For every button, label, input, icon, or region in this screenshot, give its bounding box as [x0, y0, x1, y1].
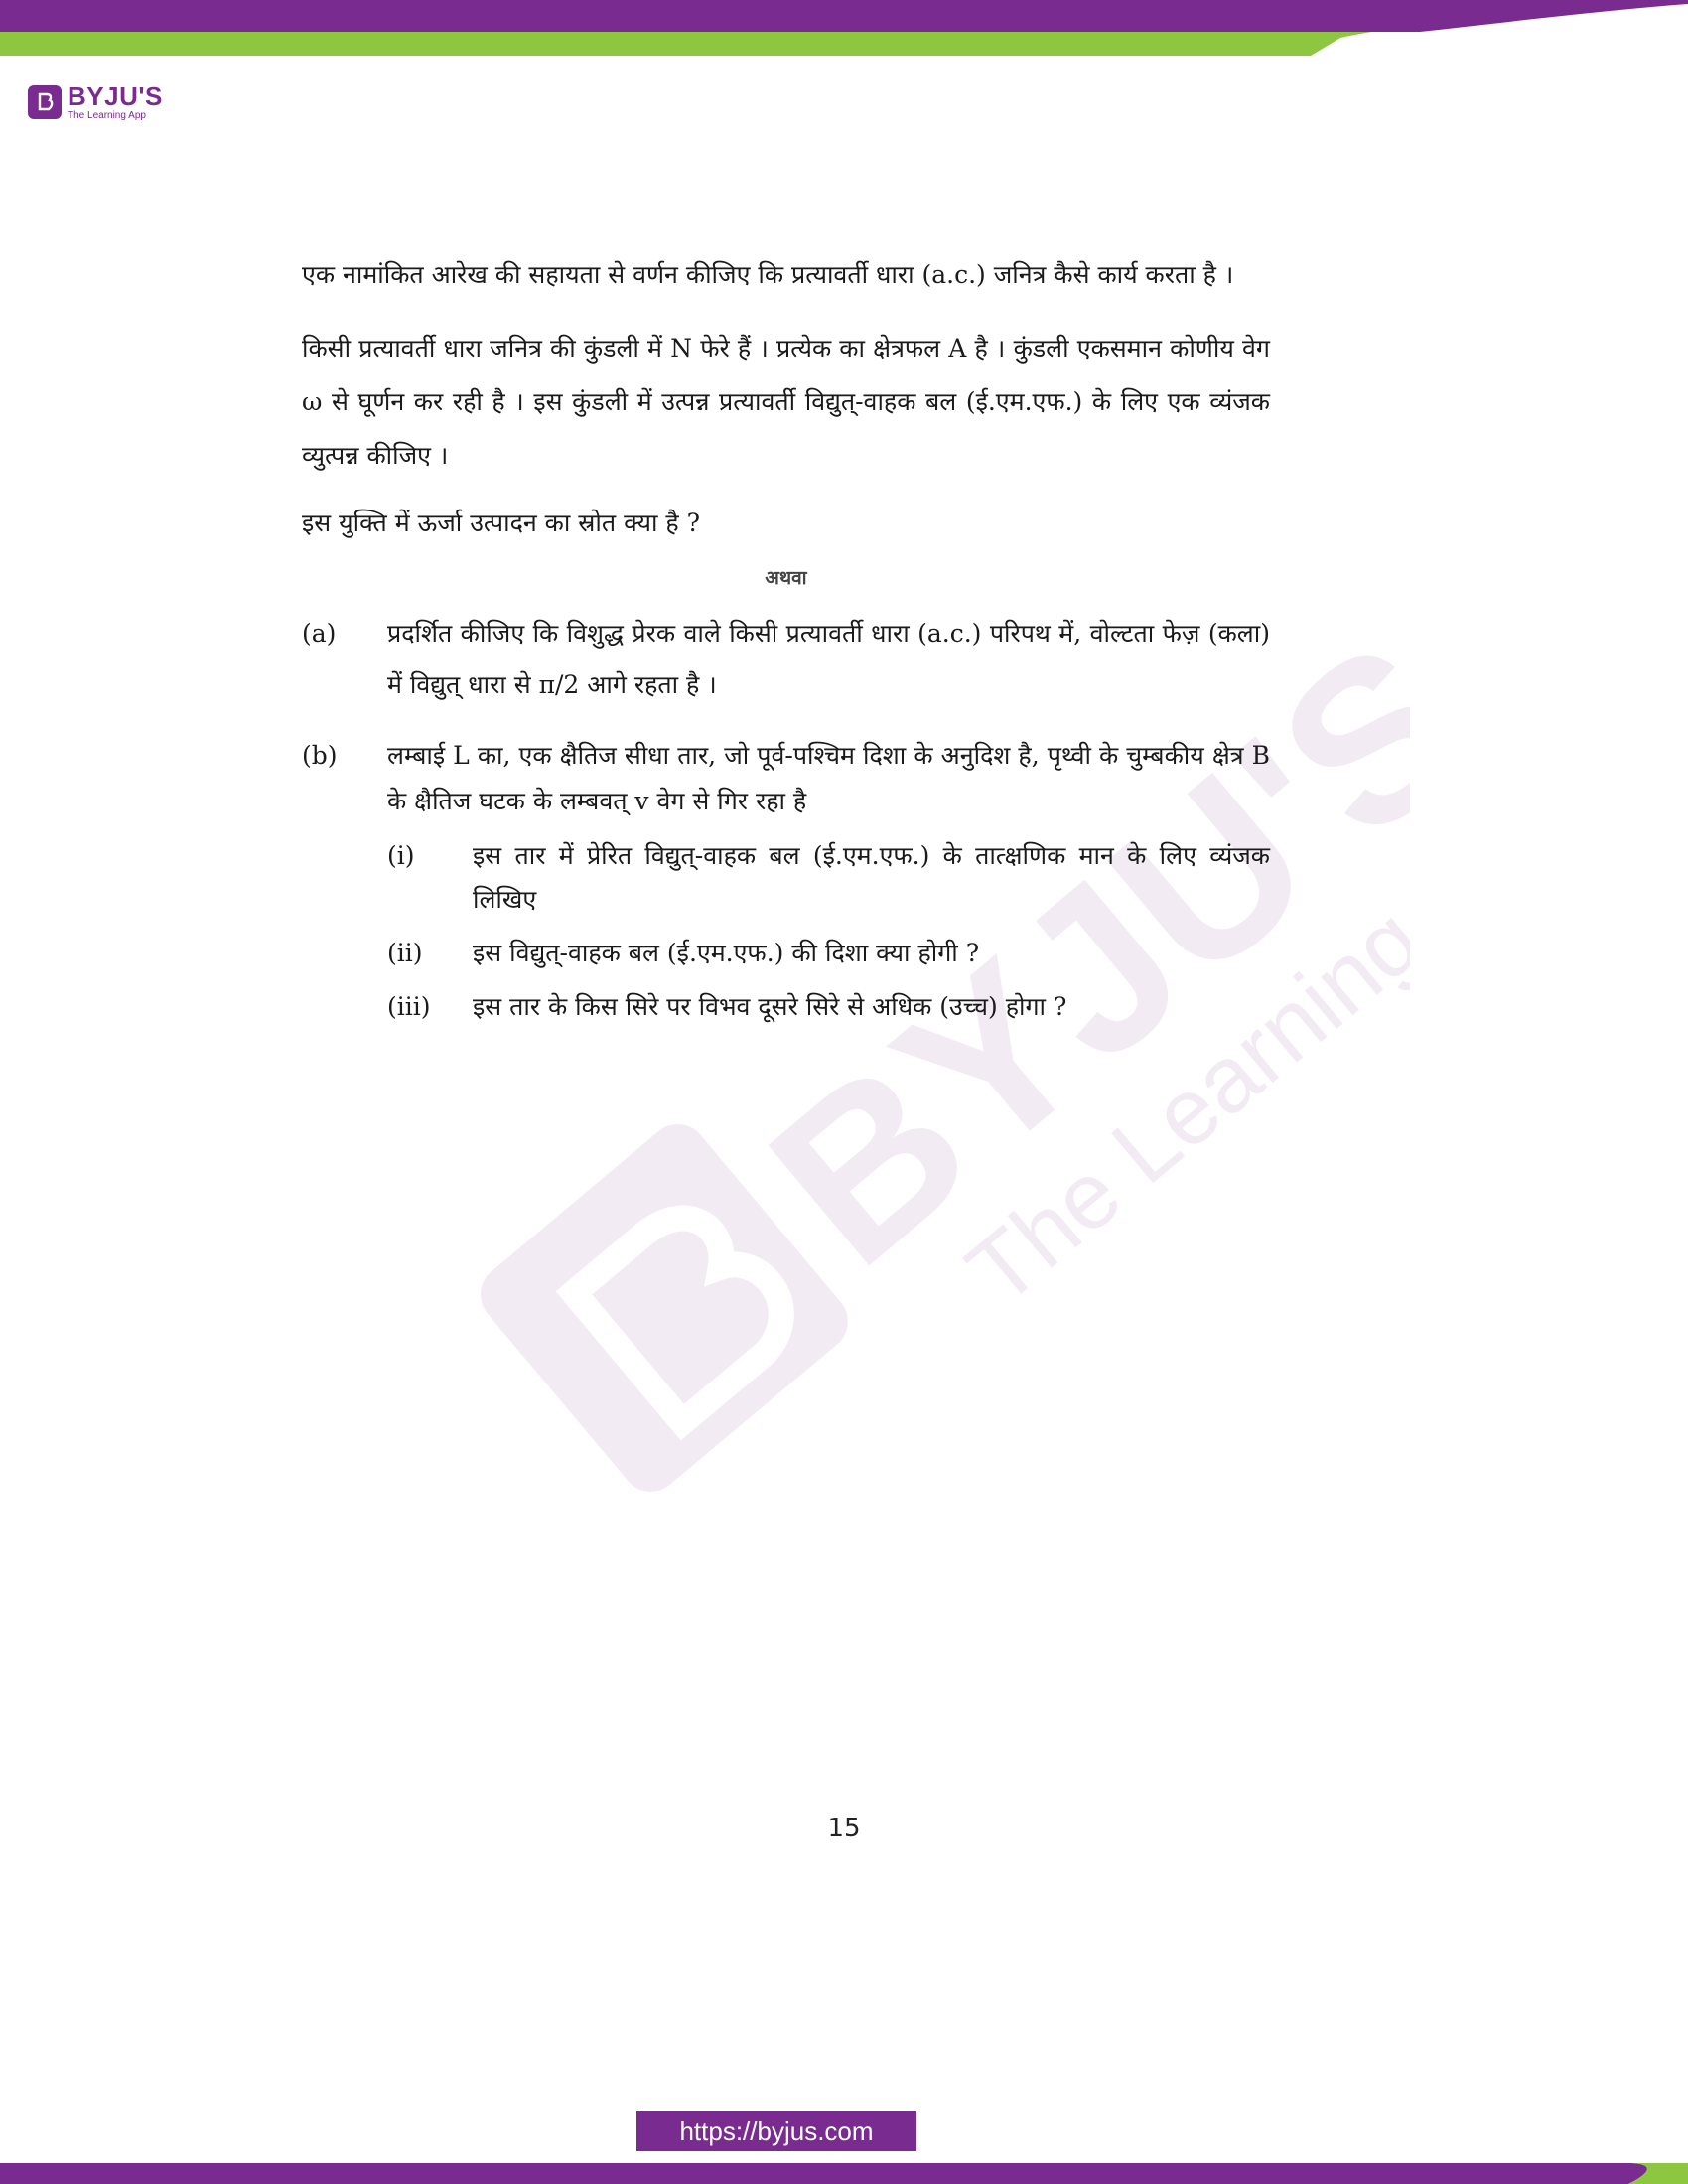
byjus-logo-icon [28, 85, 62, 119]
subpart-iii [387, 985, 1270, 1029]
question-b [302, 733, 1270, 824]
brand-tagline: The Learning App [68, 110, 146, 121]
question-paragraph-2: किसी प्रत्यावर्ती धारा जनित्र की कुंडली में N फेरे हैं । प्रत्येक का क्षेत्रफल A है । कुंडली एकसमान कोणीय वेग ω से घूर्णन कर रही है । इस कुंडली में उत्पन्न प्रत्यावर्ती विद्युत्-वाहक बल (ई.एम.एफ.) के लिए एक व्यंजक व्युत्पन्न कीजिए । [302, 334, 1270, 470]
question-content [302, 248, 1270, 1039]
brand-name: BYJU'S [68, 81, 163, 111]
subpart-label: (iii) [387, 992, 431, 1021]
subpart-label: (ii) [387, 939, 423, 967]
question-b-subparts [387, 834, 1270, 1029]
subpart-text: इस विद्युत्-वाहक बल (ई.एम.एफ.) की दिशा क्या होगी ? [473, 939, 980, 967]
watermark-brand: BYJU'S [724, 616, 1410, 1313]
subpart-label: (i) [387, 841, 415, 870]
question-b-label: (b) [302, 741, 338, 770]
brand-logo[interactable] [28, 83, 163, 121]
page-number: 15 [827, 1814, 861, 1843]
watermark-tagline: The Learning App [947, 766, 1410, 1326]
footer-url-link[interactable]: https://byjus.com [636, 2111, 916, 2151]
question-paragraph-1: एक नामांकित आरेख की सहायता से वर्णन कीजिए कि प्रत्यावर्ती धारा (a.c.) जनित्र कैसे कार्य करता है । [302, 260, 1234, 289]
subpart-text: इस तार में प्रेरित विद्युत्-वाहक बल (ई.एम.एफ.) के तात्क्षणिक मान के लिए व्यंजक लिखिए [473, 841, 1270, 914]
subpart-ii [387, 932, 1270, 975]
or-separator: अथवा [765, 567, 807, 589]
bottom-banner [0, 2155, 1688, 2184]
question-a [302, 608, 1270, 711]
question-a-label: (a) [302, 619, 337, 648]
question-paragraph-3: इस युक्ति में ऊर्जा उत्पादन का स्रोत क्या है ? [302, 509, 701, 537]
subpart-i [387, 834, 1270, 922]
top-banner [0, 0, 1688, 60]
question-b-text: लम्बाई L का, एक क्षैतिज सीधा तार, जो पूर्व-पश्चिम दिशा के अनुदिश है, पृथ्वी के चुम्बकीय क्षेत्र B के क्षैतिज घटक के लम्बवत् v वेग से गिर रहा है [387, 741, 1270, 815]
question-a-text: प्रदर्शित कीजिए कि विशुद्ध प्रेरक वाले किसी प्रत्यावर्ती धारा (a.c.) परिपथ में, वोल्टता फेज़ (कला) में विद्युत् धारा से π/2 आगे रहता है । [387, 619, 1270, 699]
subpart-text: इस तार के किस सिरे पर विभव दूसरे सिरे से अधिक (उच्च) होगा ? [473, 992, 1067, 1021]
